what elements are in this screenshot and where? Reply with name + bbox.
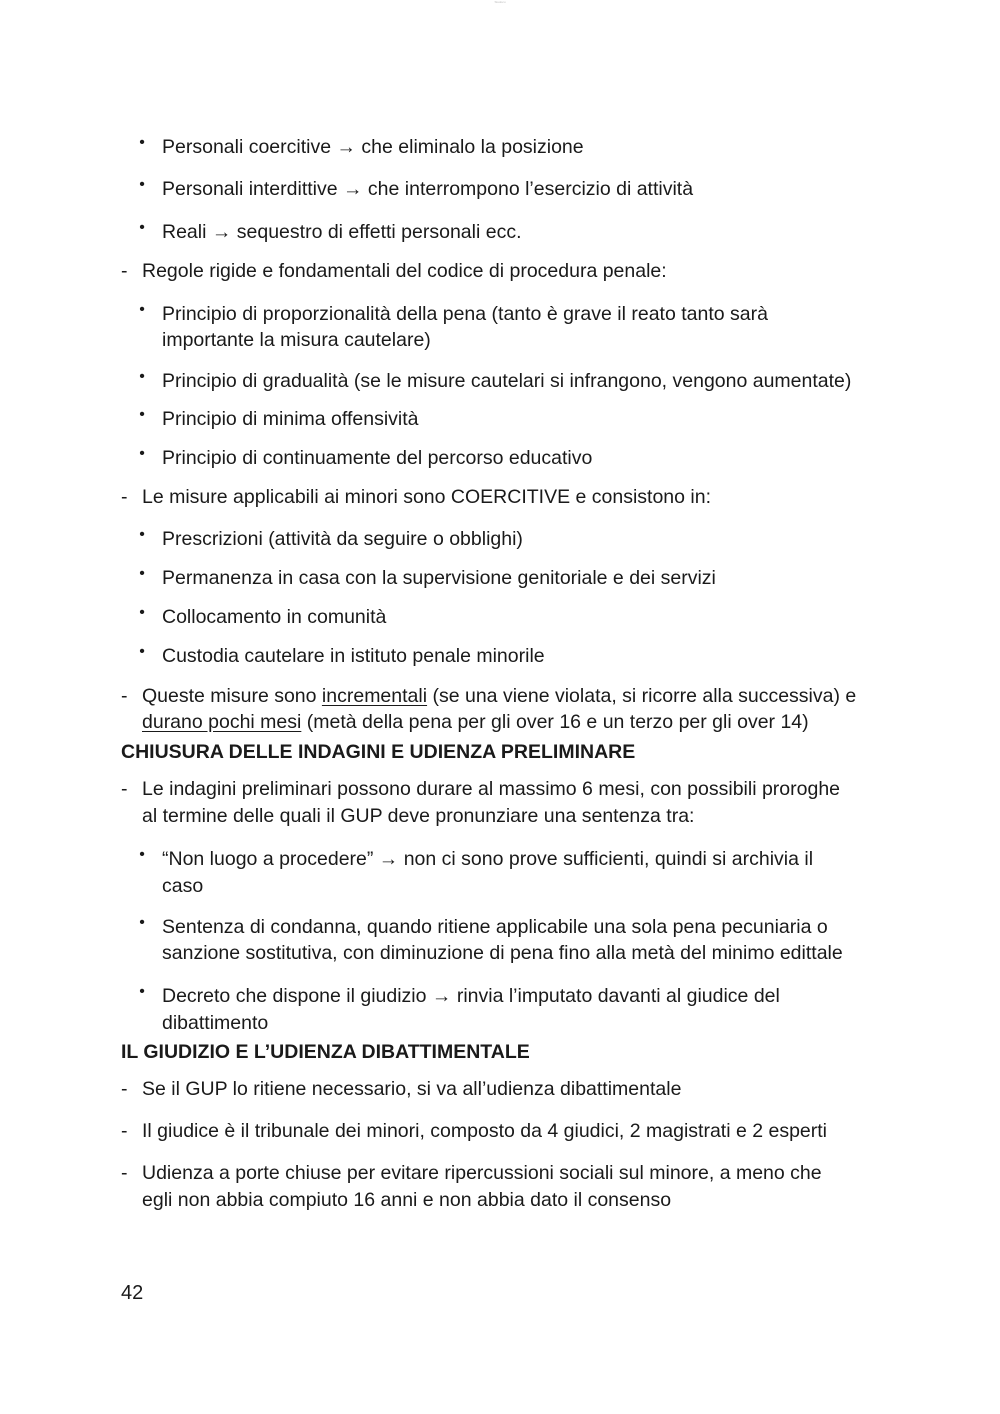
dash-item-regole: Regole rigide e fondamentali del codice di procedura penale: [142,260,667,282]
list-item-sentenza-condanna-line2: sanzione sostitutiva, con diminuzione di pena fino alla metà del minimo edittale [162,942,843,964]
dash-item-indagini-line1: Le indagini preliminari possono durare al massimo 6 mesi, con possibili proroghe [142,778,841,800]
list-item-continuamente: Principio di continuamente del percorso educativo [162,447,593,469]
bullet-marker: • [139,526,145,543]
list-item-proporzionalita-line1: Principio di proporzionalità della pena (tanto è grave il reato tanto sarà [162,303,768,325]
list-item-non-luogo-line1: “Non luogo a procedere” → non ci sono prove sufficienti, quindi si archivia il [162,848,814,870]
list-item-gradualita: Principio di gradualità (se le misure cautelari si infrangono, vengono aumentate) [162,370,852,392]
dash-marker: - [121,260,128,282]
dash-marker: - [121,685,128,707]
text-run: (metà della pena per gli over 16 e un terzo per gli over 14) [301,711,809,733]
list-item-personali-coercitive: Personali coercitive → che eliminalo la posizione [162,136,584,158]
dash-marker: - [121,778,128,800]
bullet-marker: • [139,983,145,1000]
bullet-marker: • [139,219,145,236]
dash-marker: - [121,486,128,508]
bullet-marker: • [139,846,145,863]
dash-item-porte-chiuse-line1: Udienza a porte chiuse per evitare ripercussioni sociali sul minore, a meno che [142,1162,822,1184]
dash-item-gup: Se il GUP lo ritiene necessario, si va all’udienza dibattimentale [142,1078,682,1100]
bullet-marker: • [139,134,145,151]
list-item-personali-interdittive: Personali interdittive → che interrompono l’esercizio di attività [162,178,694,200]
bullet-marker: • [139,604,145,621]
text-run: (se una viene violata, si ricorre alla successiva) e [427,685,857,707]
list-item-custodia: Custodia cautelare in istituto penale minorile [162,645,545,667]
list-item-decreto-line2: dibattimento [162,1012,269,1034]
dash-item-misure-applicabili: Le misure applicabili ai minori sono COERCITIVE e consistono in: [142,486,711,508]
bullet-marker: • [139,301,145,318]
list-item-permanenza: Permanenza in casa con la supervisione genitoriale e dei servizi [162,567,716,589]
list-item-decreto-line1: Decreto che dispone il giudizio → rinvia l’imputato davanti al giudice del [162,985,780,1007]
underlined-term-durano-pochi-mesi: durano pochi mesi [142,711,302,733]
dash-marker: - [121,1120,128,1142]
page-number: 42 [121,1282,144,1304]
bullet-marker: • [139,643,145,660]
dash-marker: - [121,1078,128,1100]
list-item-collocamento: Collocamento in comunità [162,606,387,628]
bullet-marker: • [139,176,145,193]
list-item-proporzionalita-line2: importante la misura cautelare) [162,329,431,351]
section-heading-chiusura-indagini: CHIUSURA DELLE INDAGINI E UDIENZA PRELIMINARE [121,741,636,763]
dash-item-incrementali-line1 [142,683,856,709]
list-item-sentenza-condanna-line1: Sentenza di condanna, quando ritiene applicabile una sola pena pecuniaria o [162,916,828,938]
section-heading-giudizio: IL GIUDIZIO E L’UDIENZA DIBATTIMENTALE [121,1041,530,1063]
dash-item-porte-chiuse-line2: egli non abbia compiuto 16 anni e non abbia dato il consenso [142,1189,672,1211]
list-item-prescrizioni: Prescrizioni (attività da seguire o obblighi) [162,528,523,550]
text-run: Queste misure sono [142,685,322,707]
bullet-marker: • [139,445,145,462]
list-item-reali: Reali → sequestro di effetti personali ecc. [162,221,522,243]
bullet-marker: • [139,406,145,423]
list-item-non-luogo-line2: caso [162,875,204,897]
list-item-minima-offensivita: Principio di minima offensività [162,408,419,430]
underlined-term-incrementali: incrementali [321,685,428,707]
bullet-marker: • [139,368,145,385]
dash-marker: - [121,1162,128,1184]
dash-item-tribunale: Il giudice è il tribunale dei minori, composto da 4 giudici, 2 magistrati e 2 esperti [142,1120,828,1142]
watermark: Studocu [494,0,506,4]
dash-item-indagini-line2: al termine delle quali il GUP deve pronunziare una sentenza tra: [142,805,695,827]
dash-item-incrementali-line2 [142,709,809,735]
bullet-marker: • [139,914,145,931]
bullet-marker: • [139,565,145,582]
